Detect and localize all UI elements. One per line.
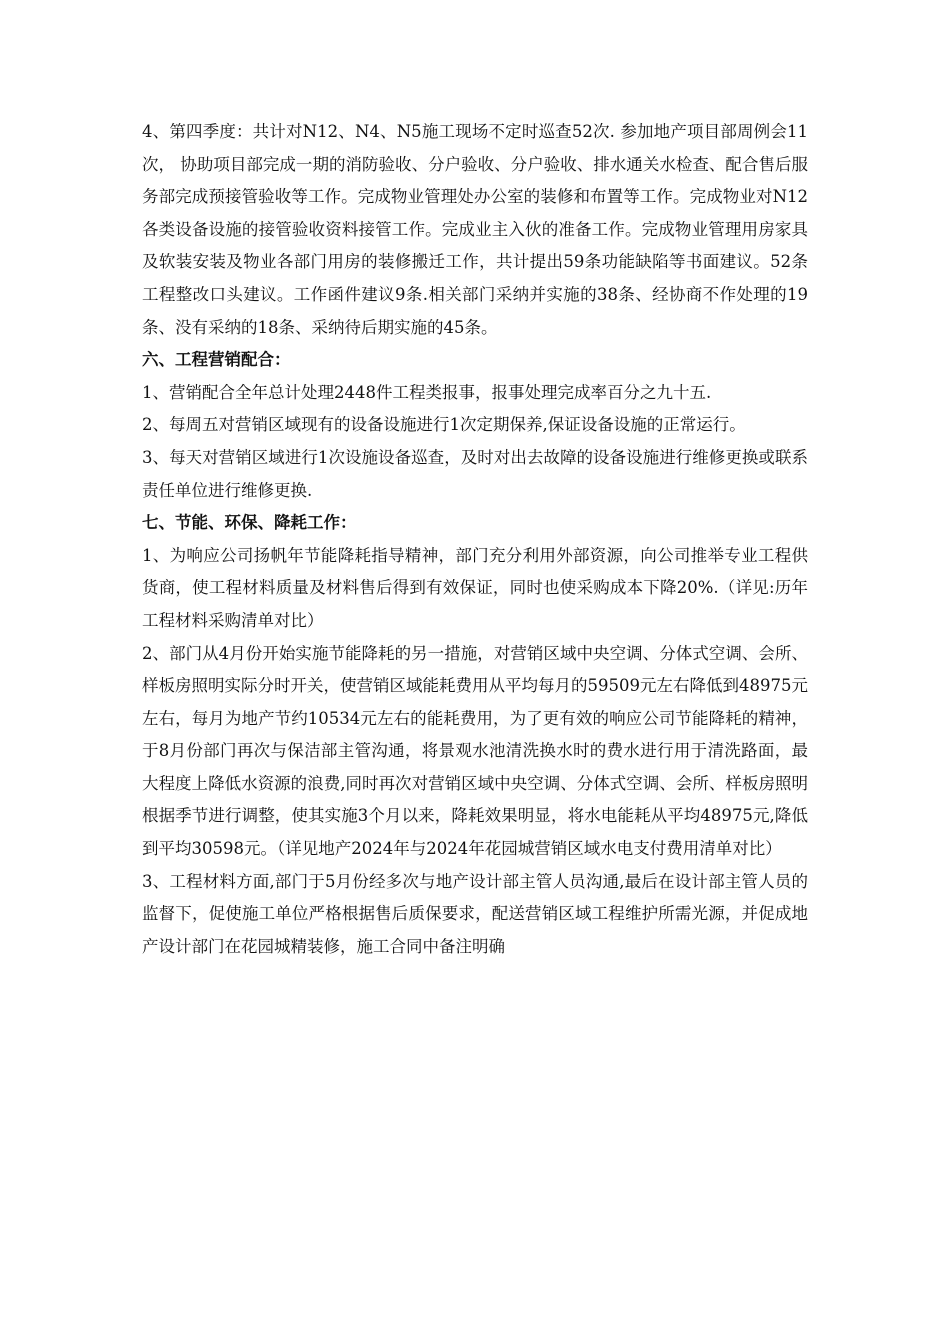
paragraph-q4-summary: 4、第四季度：共计对N12、N4、N5施工现场不定时巡查52次. 参加地产项目部周例会11次， 协助项目部完成一期的消防验收、分户验收、分户验收、排水通关水检查、配合售后服务部完成预接管验收等工作。完成物业管理处办公室的装修和布置等工作。完成物业对N12各类设备设施的接管验收资料接管工作。完成业主入伙的准备工作。完成物业管理用房家具及软装安装及物业各部门用房的装修搬迁工作，共计提出59条功能缺陷等书面建议。52条工程整改口头建议。工作函件建议9条.相关部门采纳并实施的38条、经协商不作处理的19条、没有采纳的18条、采纳待后期实施的45条。	[142, 122, 808, 337]
section-heading-energy-saving: 七、节能、环保、降耗工作：	[142, 513, 357, 533]
paragraph-energy-2: 2、部门从4月份开始实施节能降耗的另一措施，对营销区域中央空调、分体式空调、会所、样板房照明实际分时开关，使营销区域能耗费用从平均每月的59509元左右降低到48975元左右，每月为地产节约10534元左右的能耗费用，为了更有效的响应公司节能降耗的精神，于8月份部门再次与保洁部主管沟通，将景观水池清洗换水时的费水进行用于清洗路面，最大程度上降低水资源的浪费,同时再次对营销区域中央空调、分体式空调、会所、样板房照明根据季节进行调整，使其实施3个月以来，降耗效果明显，将水电能耗从平均48975元,降低到平均30598元。（详见地产2024年与2024年花园城营销区域水电支付费用清单对比）	[142, 643, 808, 859]
paragraph-marketing-2: 2、每周五对营销区域现有的设备设施进行1次定期保养,保证设备设施的正常运行。	[142, 415, 746, 435]
section-heading-marketing-support: 六、工程营销配合：	[142, 350, 291, 370]
paragraph-energy-1: 1、为响应公司扬帆年节能降耗指导精神，部门充分利用外部资源，向公司推举专业工程供货商，使工程材料质量及材料售后得到有效保证，同时也使采购成本下降20%.（详见:历年工程材料采购清单对比）	[142, 545, 808, 630]
paragraph-marketing-3: 3、每天对营销区域进行1次设施设备巡查，及时对出去故障的设备设施进行维修更换或联系责任单位进行维修更换.	[142, 447, 808, 500]
document-body	[142, 116, 808, 963]
paragraph-marketing-1: 1、营销配合全年总计处理2448件工程类报事，报事处理完成率百分之九十五.	[142, 382, 712, 402]
paragraph-energy-3: 3、工程材料方面,部门于5月份经多次与地产设计部主管人员沟通,最后在设计部主管人员的监督下，促使施工单位严格根据售后质保要求，配送营销区域工程维护所需光源，并促成地产设计部门在花园城精装修，施工合同中备注明确	[142, 871, 808, 956]
